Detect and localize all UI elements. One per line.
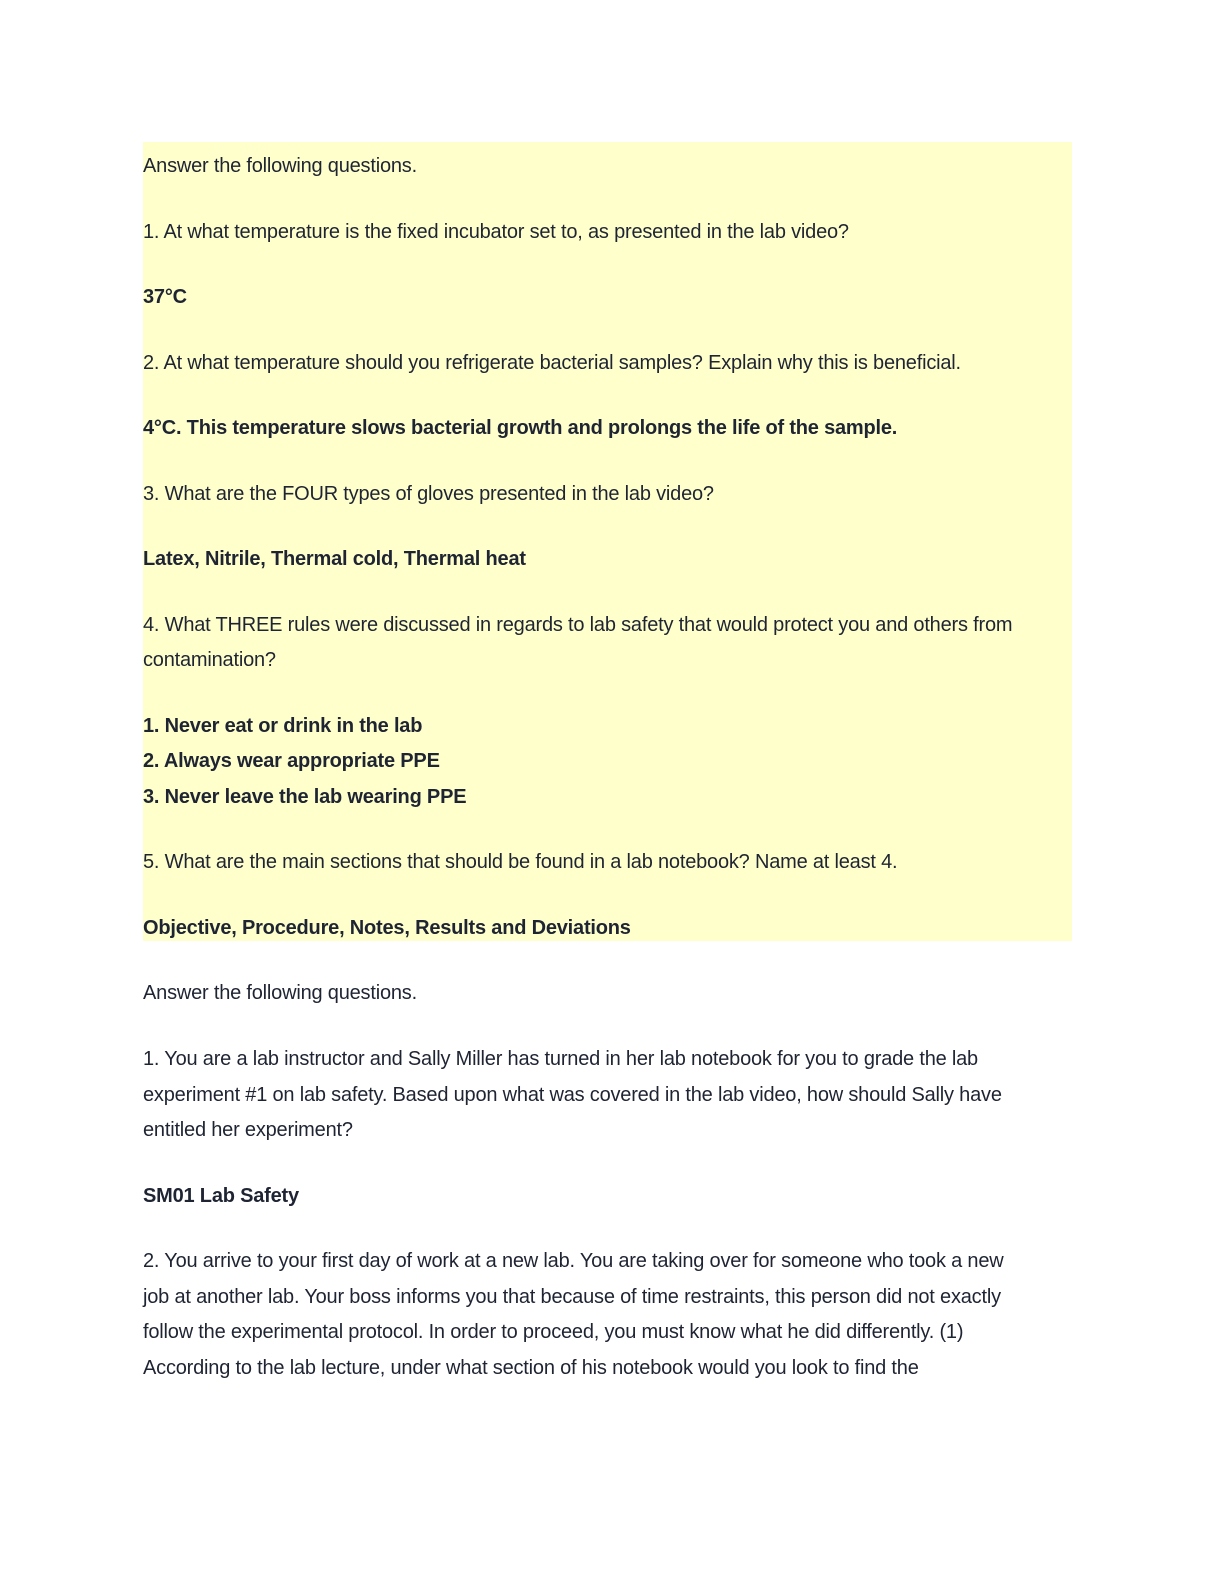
section2-intro: Answer the following questions. bbox=[143, 982, 417, 1004]
s2-question-1-line-1: 1. You are a lab instructor and Sally Miller has turned in her lab notebook for you to grade the lab bbox=[143, 1048, 978, 1070]
s1-answer-5: Objective, Procedure, Notes, Results and Deviations bbox=[143, 917, 631, 939]
s2-question-2-line-3: follow the experimental protocol. In order to proceed, you must know what he did differently. (1) bbox=[143, 1321, 964, 1343]
s2-question-2-line-1: 2. You arrive to your first day of work at a new lab. You are taking over for someone who took a new bbox=[143, 1250, 1004, 1272]
s2-question-1-line-3: entitled her experiment? bbox=[143, 1119, 353, 1141]
s1-question-4-line-1: 4. What THREE rules were discussed in regards to lab safety that would protect you and others from bbox=[143, 614, 1013, 636]
s1-question-5: 5. What are the main sections that should be found in a lab notebook? Name at least 4. bbox=[143, 851, 898, 873]
s1-question-3: 3. What are the FOUR types of gloves presented in the lab video? bbox=[143, 483, 714, 505]
s1-answer-3: Latex, Nitrile, Thermal cold, Thermal heat bbox=[143, 548, 526, 570]
s2-question-1-line-2: experiment #1 on lab safety. Based upon what was covered in the lab video, how should Sally have bbox=[143, 1084, 1002, 1106]
section1-intro: Answer the following questions. bbox=[143, 155, 417, 177]
s1-answer-2: 4°C. This temperature slows bacterial growth and prolongs the life of the sample. bbox=[143, 417, 898, 439]
s1-answer-1: 37°C bbox=[143, 286, 187, 308]
s1-question-4-line-2: contamination? bbox=[143, 649, 276, 671]
s1-answer-4-rule-3: 3. Never leave the lab wearing PPE bbox=[143, 786, 467, 808]
s2-question-2-line-4: According to the lab lecture, under what section of his notebook would you look to find the bbox=[143, 1357, 919, 1379]
s1-answer-4-rule-2: 2. Always wear appropriate PPE bbox=[143, 750, 440, 772]
s2-question-2-line-2: job at another lab. Your boss informs you that because of time restraints, this person did not exactly bbox=[143, 1286, 1001, 1308]
s1-question-2: 2. At what temperature should you refrigerate bacterial samples? Explain why this is beneficial. bbox=[143, 352, 961, 374]
s1-answer-4-rule-1: 1. Never eat or drink in the lab bbox=[143, 715, 423, 737]
s2-answer-1: SM01 Lab Safety bbox=[143, 1185, 299, 1207]
s1-question-1: 1. At what temperature is the fixed incubator set to, as presented in the lab video? bbox=[143, 221, 849, 243]
